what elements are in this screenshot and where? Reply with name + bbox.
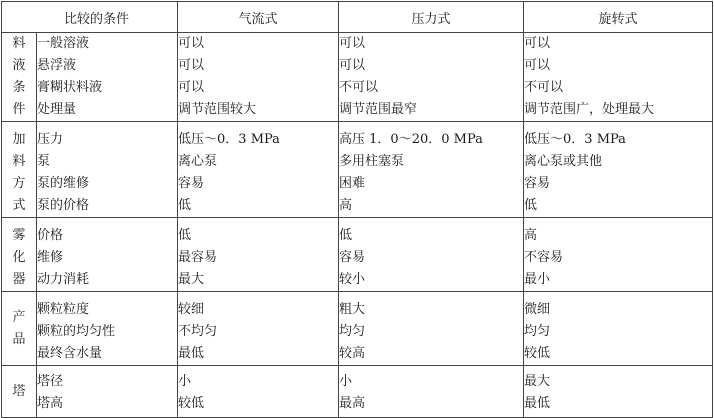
category-char: 料 xyxy=(12,154,26,169)
category-cell xyxy=(2,218,37,292)
value-text: 不均匀 xyxy=(178,324,218,339)
value-text: 较细 xyxy=(178,302,205,317)
value-text: 可以 xyxy=(339,58,366,73)
rotary-cell xyxy=(524,122,713,218)
group-tower xyxy=(2,366,713,418)
category-char: 条 xyxy=(12,80,26,95)
category-char: 品 xyxy=(12,331,26,347)
header-row xyxy=(2,2,713,33)
value-text: 均匀 xyxy=(339,324,366,339)
item-label: 塔高 xyxy=(37,396,64,411)
value-text: 可以 xyxy=(178,36,205,51)
category-char: 料 xyxy=(12,36,26,51)
category-char: 式 xyxy=(12,198,26,213)
value-text: 可以 xyxy=(178,80,205,95)
items-cell xyxy=(37,218,178,292)
items-cell xyxy=(37,122,178,218)
header-pneumatic: 气流式 xyxy=(178,2,339,33)
value-text: 最大 xyxy=(524,374,551,389)
item-label: 颗粒粒度 xyxy=(37,302,90,317)
value-text: 可以 xyxy=(524,36,551,51)
value-text: 均匀 xyxy=(524,324,551,339)
items-cell xyxy=(37,366,178,418)
group-feed-method xyxy=(2,122,713,218)
category-cell xyxy=(2,122,37,218)
value-text: 高压 1．0～20．0 MPa xyxy=(339,132,483,147)
category-char: 件 xyxy=(12,102,26,117)
pressure-cell xyxy=(339,33,524,122)
category-cell xyxy=(2,33,37,122)
value-text: 最高 xyxy=(339,396,366,411)
pressure-cell xyxy=(339,292,524,366)
category-char: 塔 xyxy=(12,383,26,399)
category-char: 产 xyxy=(12,309,26,325)
value-text: 困难 xyxy=(339,176,366,191)
rotary-cell xyxy=(524,366,713,418)
group-product xyxy=(2,292,713,366)
value-text: 粗大 xyxy=(339,302,366,317)
value-text: 较低 xyxy=(178,396,205,411)
value-text: 较低 xyxy=(524,346,551,361)
category-char: 化 xyxy=(12,250,26,265)
value-text: 调节范围较大 xyxy=(178,102,257,117)
header-condition: 比较的条件 xyxy=(2,2,178,33)
value-text: 最小 xyxy=(524,272,551,287)
item-label: 膏糊状料液 xyxy=(37,80,103,95)
item-label: 泵 xyxy=(37,154,51,169)
category-char: 加 xyxy=(12,132,26,147)
header-rotary: 旋转式 xyxy=(524,2,713,33)
item-label: 维修 xyxy=(37,250,64,265)
rotary-cell xyxy=(524,292,713,366)
value-text: 低压～0．3 MPa xyxy=(524,132,626,147)
value-text: 离心泵或其他 xyxy=(524,154,603,169)
item-label: 悬浮液 xyxy=(37,58,77,73)
item-label: 一般溶液 xyxy=(37,36,90,51)
item-label: 泵的维修 xyxy=(37,176,90,191)
item-label: 塔径 xyxy=(37,374,64,389)
category-char: 方 xyxy=(12,176,26,191)
header-pressure: 压力式 xyxy=(339,2,524,33)
group-atomizer xyxy=(2,218,713,292)
comparison-table xyxy=(1,1,713,418)
items-cell xyxy=(37,33,178,122)
value-text: 小 xyxy=(339,374,353,389)
pneumatic-cell xyxy=(178,33,339,122)
value-text: 多用柱塞泵 xyxy=(339,154,405,169)
item-label: 价格 xyxy=(37,228,64,243)
item-label: 颗粒的均匀性 xyxy=(37,324,116,339)
value-text: 低 xyxy=(524,198,538,213)
value-text: 最低 xyxy=(178,346,205,361)
rotary-cell xyxy=(524,218,713,292)
items-cell xyxy=(37,292,178,366)
value-text: 低 xyxy=(178,228,192,243)
value-text: 低压～0．3 MPa xyxy=(178,132,280,147)
value-text: 小 xyxy=(178,374,192,389)
value-text: 容易 xyxy=(339,250,366,265)
pneumatic-cell xyxy=(178,366,339,418)
group-feed-conditions xyxy=(2,33,713,122)
item-label: 处理量 xyxy=(37,102,77,117)
value-text: 最低 xyxy=(524,396,551,411)
value-text: 可以 xyxy=(524,58,551,73)
value-text: 最容易 xyxy=(178,250,218,265)
value-text: 可以 xyxy=(339,36,366,51)
category-cell xyxy=(2,292,37,366)
value-text: 容易 xyxy=(178,176,205,191)
item-label: 动力消耗 xyxy=(37,272,90,287)
value-text: 低 xyxy=(339,228,353,243)
value-text: 调节范围广，处理最大 xyxy=(524,102,655,117)
item-label: 泵的价格 xyxy=(37,198,90,213)
item-label: 压力 xyxy=(37,132,64,147)
value-text: 最大 xyxy=(178,272,205,287)
value-text: 离心泵 xyxy=(178,154,218,169)
pneumatic-cell xyxy=(178,292,339,366)
value-text: 容易 xyxy=(524,176,551,191)
pressure-cell xyxy=(339,218,524,292)
value-text: 不容易 xyxy=(524,250,564,265)
value-text: 可以 xyxy=(178,58,205,73)
item-label: 最终含水量 xyxy=(37,346,103,361)
rotary-cell xyxy=(524,33,713,122)
value-text: 微细 xyxy=(524,302,551,317)
value-text: 较小 xyxy=(339,272,366,287)
pressure-cell xyxy=(339,122,524,218)
category-char: 雾 xyxy=(12,228,26,243)
pneumatic-cell xyxy=(178,218,339,292)
pressure-cell xyxy=(339,366,524,418)
pneumatic-cell xyxy=(178,122,339,218)
value-text: 高 xyxy=(339,198,353,213)
value-text: 高 xyxy=(524,228,538,243)
category-char: 液 xyxy=(12,58,26,73)
value-text: 不可以 xyxy=(524,80,564,95)
value-text: 调节范围最窄 xyxy=(339,102,418,117)
category-cell xyxy=(2,366,37,418)
value-text: 低 xyxy=(178,198,192,213)
value-text: 不可以 xyxy=(339,80,379,95)
value-text: 较高 xyxy=(339,346,366,361)
category-char: 器 xyxy=(12,272,26,287)
